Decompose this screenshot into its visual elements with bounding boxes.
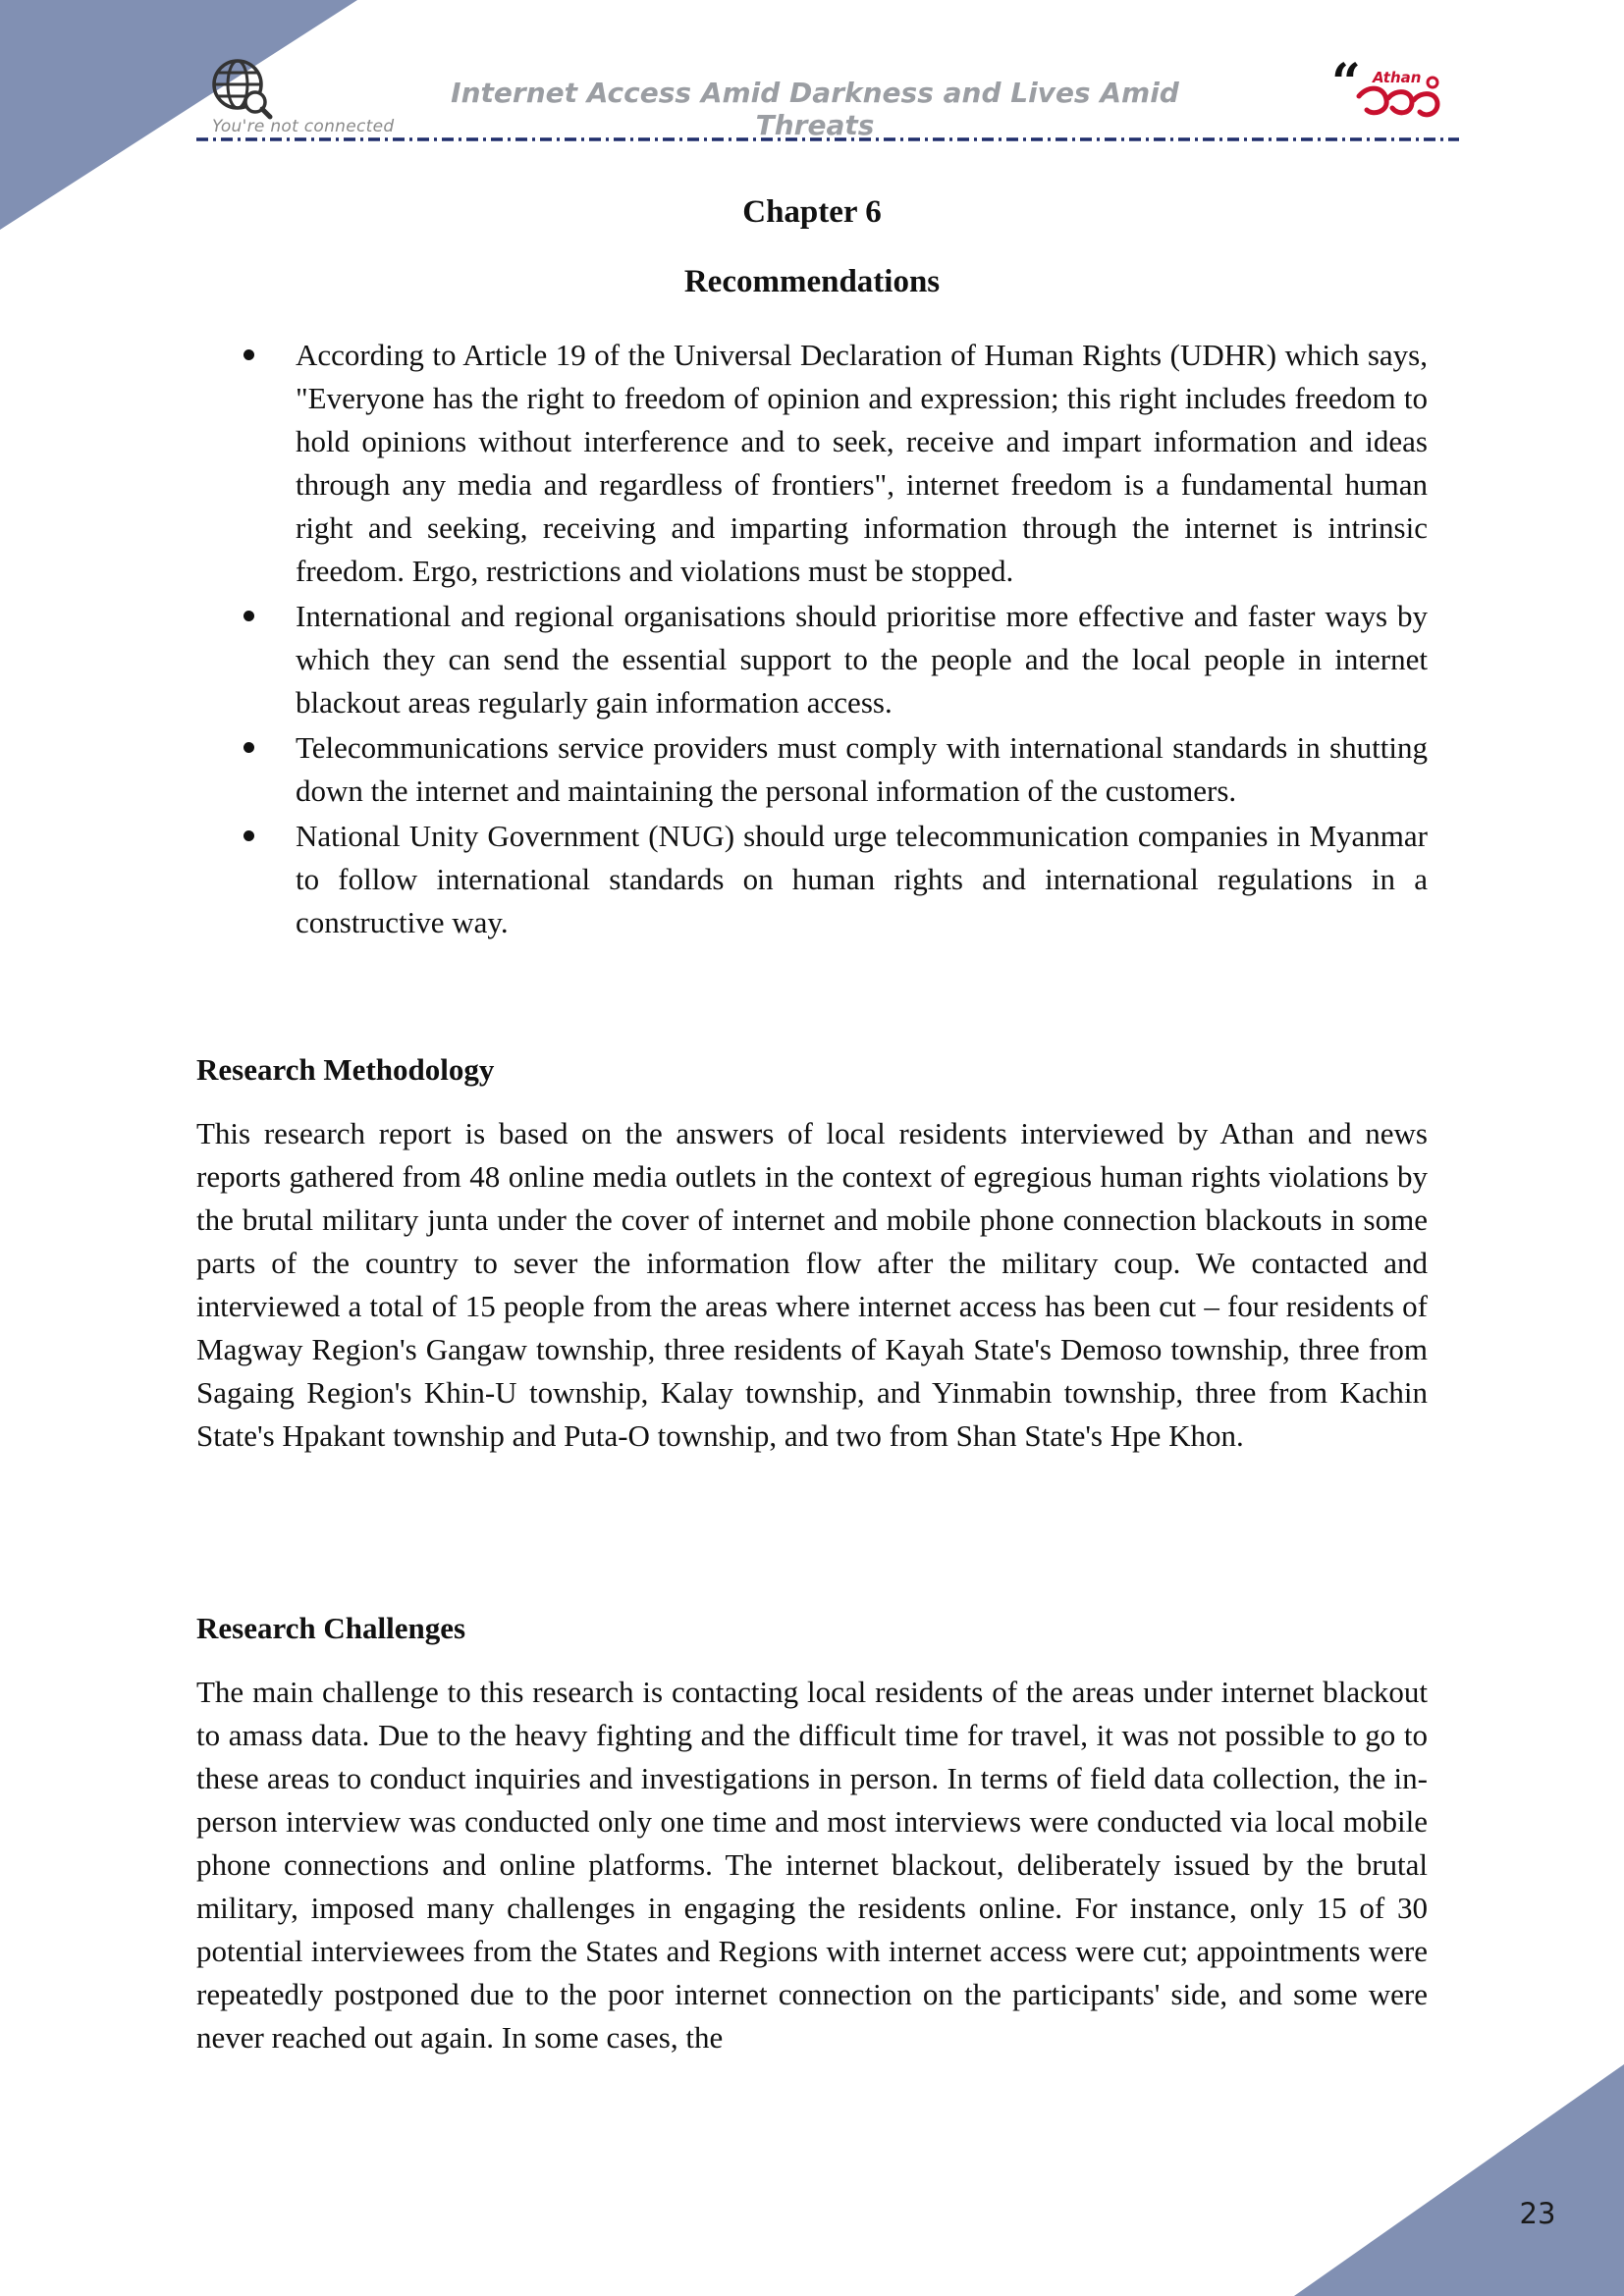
bullet-icon [244,742,254,753]
connection-status-text: You're not connected [212,117,395,136]
bullet-icon [244,349,254,360]
recommendation-item [196,595,1428,724]
section-heading: Research Methodology [196,1052,495,1087]
section-paragraph: The main challenge to this research is contacting local residents of the areas under internet blackout to amass data. Due to the heavy fighting and the difficult time for travel, it was not possible to go to these areas to conduct inquiries and investigations in person. In terms of field data collection, the in-person interview was conducted only one time and most interviews were conducted via local mobile phone connections and online platforms. The internet blackout, deliberately issued by the brutal military, imposed many challenges in engaging the residents online. For instance, only 15 of 30 potential interviewees from the States and Regions with internet access were cut; appointments were repeatedly postponed due to the poor internet connection on the participants' side, and some were never reached out again. In some cases, the [196,1675,1428,2055]
logo-wordmark: Athan [1373,69,1422,86]
recommendation-item [196,815,1428,944]
bullet-icon [244,611,254,621]
chapter-section [196,192,1428,946]
corner-decoration-bottom-right [1294,2064,1624,2296]
athan-logo [1329,57,1447,122]
svg-text:“: “ [1331,57,1361,113]
recommendation-text: According to Article 19 of the Universal Declaration of Human Rights (UDHR) which says, "Everyone has the right to freedom of opinion and expression; this right includes freedom to hold opinions without interference and to seek, receive and impart information and ideas through any media and regardless of frontiers", internet freedom is a fundamental human right and seeking, receiving and imparting information through the internet is intrinsic freedom. Ergo, restrictions and violations must be stopped. [296,338,1428,588]
section-heading: Research Challenges [196,1611,466,1645]
recommendations-list [196,334,1428,944]
chapter-title: Recommendations [683,264,941,299]
bullet-icon [244,830,254,841]
chapter-number: Chapter 6 [742,194,882,230]
recommendation-item [196,334,1428,593]
globe-search-icon [210,57,273,120]
running-title: Internet Access Amid Darkness and Lives Amid Threats [451,77,1179,141]
page-number: 23 [1519,2197,1556,2230]
recommendation-text: Telecommunications service providers must comply with international standards in shutting down the internet and maintaining the personal information of the customers. [296,730,1428,808]
recommendation-item [196,726,1428,813]
header-rule [196,135,1459,143]
research-methodology-section [196,1050,1428,1458]
page-header [0,0,1624,157]
section-paragraph: This research report is based on the answers of local residents interviewed by Athan and news reports gathered from 48 online media outlets in the context of egregious human rights violations by the brutal military junta under the cover of internet and mobile phone connection blackouts in some parts of the country to sever the information flow after the military coup. We contacted and interviewed a total of 15 people from the areas where internet access has been cut – four residents of Magway Region's Gangaw township, three residents of Kayah State's Demoso township, three from Sagaing Region's Khin-U township, Kalay township, and Yinmabin township, three from Kachin State's Hpakant township and Puta-O township, and two from Shan State's Hpe Khon. [196,1116,1428,1453]
recommendation-text: International and regional organisations should prioritise more effective and faster ways by which they can send the essential support to the people and the local people in internet blackout areas regularly gain information access. [296,599,1428,720]
research-challenges-section [196,1609,1428,2059]
recommendation-text: National Unity Government (NUG) should urge telecommunication companies in Myanmar to follow international standards on human rights and international regulations in a constructive way. [296,819,1428,939]
